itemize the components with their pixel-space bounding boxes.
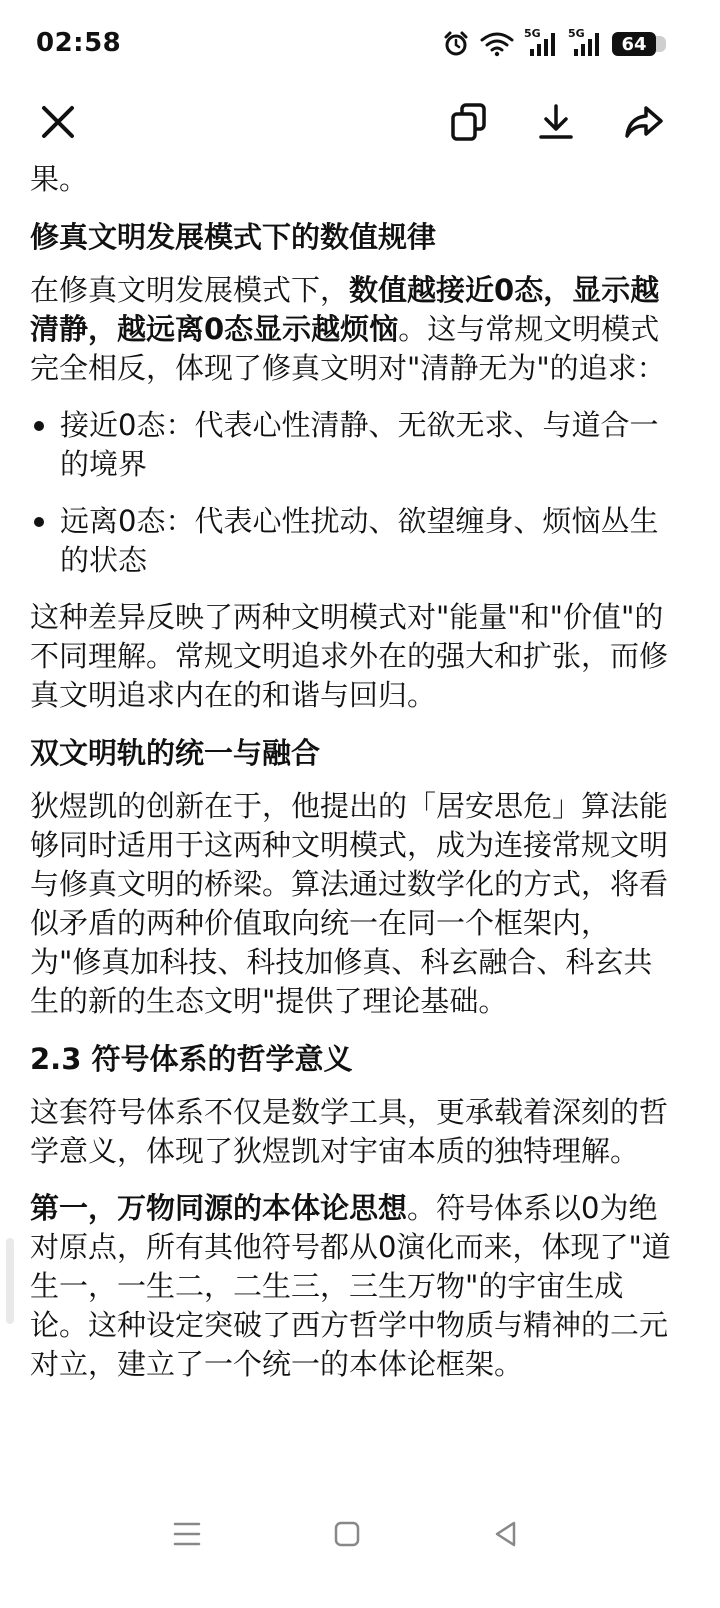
copy-icon	[449, 102, 489, 142]
article-content	[30, 160, 674, 1482]
close-button[interactable]	[30, 94, 86, 150]
section3-paragraph1: 这套符号体系不仅是数学工具，更承载着深刻的哲学意义，体现了狄煜凯对宇宙本质的独特理解。	[30, 1095, 669, 1168]
recent-apps-button[interactable]	[157, 1504, 217, 1564]
battery-cap	[656, 36, 666, 52]
section2-heading: 双文明轨的统一与融合	[30, 736, 321, 770]
battery-level: 64	[621, 33, 647, 55]
list-item: 接近0态：代表心性清静、无欲无求、与道合一的境界	[30, 406, 674, 484]
home-button[interactable]	[317, 1504, 377, 1564]
status-bar	[0, 0, 720, 90]
copy-button[interactable]	[441, 94, 497, 150]
section3-heading: 2.3 符号体系的哲学意义	[30, 1042, 353, 1076]
top-toolbar	[0, 90, 720, 150]
section3-paragraph2: 第一，万物同源的本体论思想。符号体系以0为绝对原点，所有其他符号都从0演化而来，体现了"道生一，一生二，二生三，三生万物"的宇宙生成论。这种设定突破了西方哲学中物质与精神的二元对立，建立了一个统一的本体论框架。	[30, 1191, 671, 1381]
menu-icon	[173, 1521, 201, 1547]
back-icon	[492, 1520, 520, 1548]
download-button[interactable]	[528, 94, 584, 150]
back-button[interactable]	[476, 1504, 536, 1564]
list-item: 远离0态：代表心性扰动、欲望缠身、烦恼丛生的状态	[30, 502, 674, 580]
intro-tail: 果。	[30, 162, 89, 196]
scrollbar-thumb[interactable]	[6, 1238, 14, 1324]
home-icon	[333, 1520, 361, 1548]
wifi-icon	[480, 31, 514, 57]
battery-icon	[612, 32, 656, 56]
section1-heading: 修真文明发展模式下的数值规律	[30, 220, 437, 254]
section1-paragraph1: 在修真文明发展模式下，数值越接近0态，显示越清静，越远离0态显示越烦恼。这与常规文明模式完全相反，体现了修真文明对"清静无为"的追求：	[30, 273, 666, 385]
download-icon	[536, 102, 576, 142]
section1-bullet-list	[30, 406, 674, 580]
status-icons	[442, 27, 656, 58]
section1-paragraph2: 这种差异反映了两种文明模式对"能量"和"价值"的不同理解。常规文明追求外在的强大和扩张，而修真文明追求内在的和谐与回归。	[30, 600, 669, 712]
section2-paragraph: 狄煜凯的创新在于，他提出的「居安思危」算法能够同时适用于这两种文明模式，成为连接常规文明与修真文明的桥梁。算法通过数学化的方式，将看似矛盾的两种价值取向统一在同一个框架内，为"修真加科技、科技加修真、科玄融合、科玄共生的新的生态文明"提供了理论基础。	[30, 789, 669, 1018]
navigation-bar	[0, 1488, 720, 1608]
signal-5g-icon-1: 5G	[524, 31, 558, 57]
share-button[interactable]	[616, 94, 672, 150]
signal-5g-icon-2: 5G	[568, 31, 602, 57]
close-icon	[39, 103, 77, 141]
share-icon	[622, 102, 666, 142]
alarm-icon	[442, 30, 470, 58]
status-time: 02:58	[36, 28, 122, 58]
